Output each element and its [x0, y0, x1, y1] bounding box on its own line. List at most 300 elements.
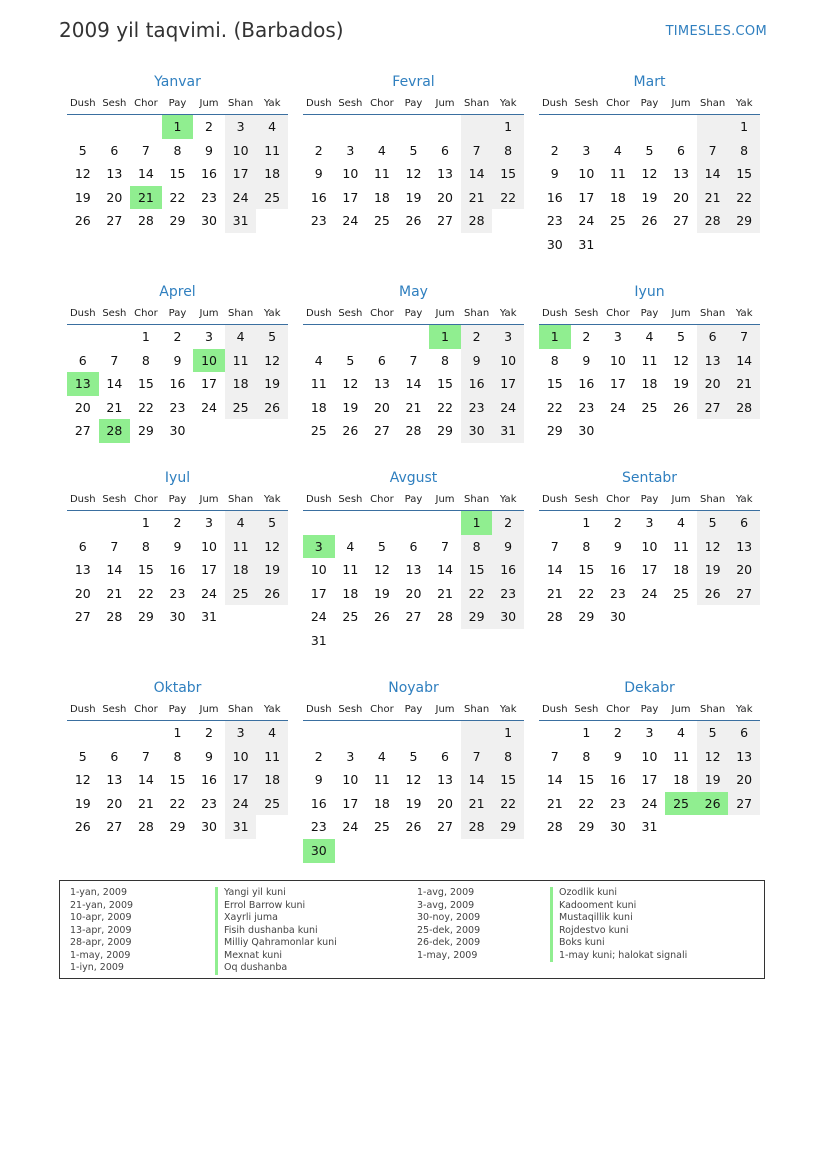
day-cell: 25: [673, 585, 689, 601]
day-cell: 4: [645, 329, 654, 344]
day-cell: 31: [225, 209, 257, 233]
day-cell: 9: [461, 349, 493, 373]
day-cell: 3: [492, 325, 524, 349]
day-cell: 29: [728, 209, 760, 233]
week-row: [67, 186, 288, 210]
day-cell: 2: [205, 725, 213, 740]
legend-holiday-name: Yangi yil kuni: [215, 887, 337, 900]
day-cell: 10: [201, 538, 217, 554]
day-cell: 25: [256, 186, 288, 210]
day-cell: 10: [310, 562, 327, 578]
legend-date: 1-yan, 2009: [70, 887, 127, 898]
day-cell: 16: [609, 772, 626, 788]
weekday-label: Chor: [606, 493, 630, 505]
weekday-label: Jum: [671, 307, 691, 319]
empty-cell: [461, 629, 493, 653]
day-cell: 19: [74, 795, 91, 811]
week-row: [539, 139, 760, 163]
week-row: [67, 511, 288, 535]
day-cell: 8: [173, 142, 182, 158]
day-cell: 27: [728, 582, 760, 606]
day-cell: 5: [78, 748, 87, 764]
day-cell: 12: [256, 349, 288, 373]
month-name: Noyabr: [388, 680, 439, 696]
day-cell: 21: [461, 186, 493, 210]
month-name: Yanvar: [154, 74, 201, 90]
weekday-header: [67, 488, 288, 511]
day-cell: 28: [546, 819, 563, 835]
legend-date: 1-iyn, 2009: [70, 962, 124, 973]
day-cell: 6: [78, 538, 87, 554]
day-cell: 1: [141, 329, 150, 344]
empty-cell: [366, 721, 398, 745]
empty-cell: [398, 325, 430, 349]
month-days: [539, 115, 760, 257]
day-cell: 19: [256, 372, 288, 396]
day-cell: 19: [673, 376, 689, 392]
holiday-day-cell: 1: [461, 511, 493, 535]
week-row: [67, 139, 288, 163]
day-cell: 2: [613, 725, 622, 740]
weekday-label: Dush: [305, 703, 332, 715]
day-cell: 31: [578, 236, 595, 252]
empty-cell: [398, 511, 430, 535]
week-row: [539, 768, 760, 792]
day-cell: 4: [677, 515, 685, 530]
empty-cell: [429, 115, 461, 139]
empty-cell: [728, 233, 760, 257]
day-cell: 25: [373, 819, 390, 835]
legend-holiday-name: Fisih dushanba kuni: [215, 925, 337, 938]
weekday-label: Sesh: [102, 703, 127, 715]
empty-cell: [366, 115, 398, 139]
day-cell: 16: [578, 376, 595, 392]
day-cell: 13: [728, 745, 760, 769]
weekday-label: Chor: [606, 97, 630, 109]
week-row: [539, 721, 760, 745]
weekday-label: Jum: [435, 97, 455, 109]
day-cell: 9: [582, 352, 591, 368]
day-cell: 5: [256, 325, 288, 349]
day-cell: 12: [256, 535, 288, 559]
day-cell: 27: [405, 609, 422, 625]
day-cell: 27: [437, 213, 453, 229]
day-cell: 27: [74, 609, 91, 625]
week-row: [539, 745, 760, 769]
weekday-label: Chor: [370, 97, 394, 109]
weekday-header: [67, 302, 288, 325]
brand-link[interactable]: TIMESLES.COM: [665, 24, 767, 39]
weekday-label: Pay: [168, 703, 187, 715]
empty-cell: [634, 605, 666, 629]
day-cell: 12: [641, 166, 658, 182]
day-cell: 26: [405, 819, 422, 835]
day-cell: 24: [225, 186, 257, 210]
day-cell: 4: [314, 352, 323, 368]
day-cell: 9: [314, 166, 323, 182]
weekday-label: Pay: [168, 493, 187, 505]
day-cell: 17: [201, 376, 217, 392]
day-cell: 24: [310, 609, 327, 625]
day-cell: 23: [492, 582, 524, 606]
legend-holiday-name: Milliy Qahramonlar kuni: [215, 937, 337, 950]
weekday-label: Jum: [199, 97, 219, 109]
day-cell: 4: [225, 511, 257, 535]
day-cell: 23: [201, 189, 217, 205]
day-cell: 6: [441, 142, 449, 158]
month-noyabr: [303, 678, 524, 863]
day-cell: 23: [578, 399, 595, 415]
weekday-label: Jum: [671, 703, 691, 715]
weekday-header: [303, 302, 524, 325]
day-cell: 21: [461, 792, 493, 816]
weekday-label: Dush: [305, 97, 332, 109]
month-days: [303, 115, 524, 233]
day-cell: 4: [677, 725, 685, 740]
day-cell: 13: [106, 772, 123, 788]
day-cell: 13: [437, 772, 453, 788]
week-row: [303, 815, 524, 839]
day-cell: 11: [342, 562, 359, 578]
day-cell: 30: [609, 819, 626, 835]
day-cell: 8: [492, 745, 524, 769]
day-cell: 28: [137, 819, 154, 835]
day-cell: 22: [578, 585, 595, 601]
day-cell: 29: [169, 819, 186, 835]
weekday-label: Yak: [263, 703, 281, 715]
day-cell: 3: [346, 748, 355, 764]
day-cell: 1: [141, 515, 150, 530]
day-cell: 25: [310, 423, 327, 439]
day-cell: 22: [461, 582, 493, 606]
week-row: [303, 582, 524, 606]
month-fevral: [303, 72, 524, 233]
day-cell: 8: [461, 535, 493, 559]
day-cell: 4: [377, 142, 386, 158]
day-cell: 12: [673, 352, 689, 368]
holiday-day-cell: 28: [99, 419, 131, 443]
week-row: [303, 325, 524, 349]
legend-date: 13-apr, 2009: [70, 924, 132, 936]
day-cell: 14: [137, 166, 154, 182]
weekday-label: Yak: [735, 703, 753, 715]
weekday-label: Yak: [499, 703, 517, 715]
day-cell: 13: [728, 535, 760, 559]
weekday-header: [303, 488, 524, 511]
holiday-day-cell: 30: [303, 839, 335, 863]
weekday-label: Jum: [671, 493, 691, 505]
week-row: [67, 419, 288, 443]
day-cell: 15: [437, 376, 453, 392]
day-cell: 1: [173, 725, 182, 740]
empty-cell: [366, 511, 398, 535]
empty-cell: [634, 233, 666, 257]
day-cell: 14: [546, 562, 563, 578]
week-row: [539, 792, 760, 816]
week-row: [303, 792, 524, 816]
weekday-label: Sesh: [338, 307, 363, 319]
holiday-day-cell: 1: [162, 115, 194, 139]
day-cell: 20: [74, 585, 91, 601]
day-cell: 22: [546, 399, 563, 415]
day-cell: 16: [169, 376, 186, 392]
weekday-label: Pay: [404, 703, 423, 715]
weekday-label: Dush: [69, 307, 96, 319]
week-row: [303, 605, 524, 629]
weekday-label: Shan: [464, 97, 490, 109]
day-cell: 19: [342, 399, 359, 415]
day-cell: 15: [728, 162, 760, 186]
day-cell: 30: [169, 609, 186, 625]
day-cell: 11: [373, 166, 390, 182]
month-name: Dekabr: [624, 680, 675, 696]
day-cell: 6: [409, 538, 418, 554]
day-cell: 12: [405, 166, 422, 182]
month-name: Mart: [633, 74, 666, 90]
day-cell: 26: [641, 213, 658, 229]
week-row: [67, 115, 288, 139]
weekday-label: Dush: [69, 703, 96, 715]
empty-cell: [99, 511, 131, 535]
day-cell: 30: [609, 609, 626, 625]
day-cell: 9: [173, 538, 182, 554]
weekday-label: Chor: [606, 703, 630, 715]
weekday-label: Pay: [168, 97, 187, 109]
day-cell: 28: [697, 209, 729, 233]
month-sentabr: [539, 468, 760, 629]
day-cell: 20: [405, 585, 422, 601]
weekday-label: Shan: [464, 703, 490, 715]
day-cell: 18: [609, 189, 626, 205]
day-cell: 14: [137, 772, 154, 788]
holiday-day-cell: 25: [665, 792, 697, 816]
week-row: [303, 372, 524, 396]
day-cell: 3: [645, 515, 654, 530]
day-cell: 20: [673, 189, 689, 205]
day-cell: 6: [441, 748, 449, 764]
legend-holiday-name: Errol Barrow kuni: [215, 900, 337, 913]
day-cell: 24: [225, 792, 257, 816]
day-cell: 14: [405, 376, 422, 392]
month-yanvar: [67, 72, 288, 233]
day-cell: 1: [582, 515, 591, 530]
day-cell: 26: [373, 609, 390, 625]
legend-holiday-name: Rojdestvo kuni: [550, 925, 687, 938]
empty-cell: [602, 419, 634, 443]
empty-cell: [256, 419, 288, 443]
day-cell: 13: [673, 166, 689, 182]
day-cell: 29: [546, 423, 563, 439]
month-aprel: [67, 282, 288, 443]
day-cell: 24: [609, 399, 626, 415]
weekday-label: Jum: [199, 493, 219, 505]
day-cell: 19: [697, 558, 729, 582]
day-cell: 3: [645, 725, 654, 740]
weekday-label: Dush: [541, 307, 568, 319]
day-cell: 14: [106, 376, 123, 392]
day-cell: 4: [256, 115, 288, 139]
day-cell: 26: [342, 423, 359, 439]
day-cell: 3: [205, 515, 213, 530]
day-cell: 19: [256, 558, 288, 582]
month-days: [303, 511, 524, 653]
week-row: [303, 839, 524, 863]
weekday-label: Chor: [370, 493, 394, 505]
day-cell: 8: [141, 538, 150, 554]
weekday-label: Chor: [134, 307, 158, 319]
empty-cell: [256, 605, 288, 629]
day-cell: 12: [74, 166, 91, 182]
weekday-label: Pay: [640, 97, 659, 109]
day-cell: 4: [346, 538, 355, 554]
day-cell: 15: [137, 562, 154, 578]
day-cell: 16: [201, 772, 217, 788]
weekday-label: Sesh: [574, 97, 599, 109]
week-row: [539, 115, 760, 139]
weekday-label: Chor: [134, 493, 158, 505]
weekday-label: Sesh: [102, 307, 127, 319]
day-cell: 8: [582, 538, 591, 554]
day-cell: 30: [546, 236, 563, 252]
day-cell: 18: [373, 795, 390, 811]
month-name: Iyun: [634, 284, 665, 300]
day-cell: 5: [409, 142, 418, 158]
weekday-label: Chor: [370, 307, 394, 319]
day-cell: 27: [106, 819, 123, 835]
day-cell: 21: [106, 399, 123, 415]
day-cell: 14: [461, 162, 493, 186]
day-cell: 25: [609, 213, 626, 229]
weekday-label: Jum: [671, 97, 691, 109]
month-days: [303, 325, 524, 443]
day-cell: 22: [728, 186, 760, 210]
legend-date: 3-avg, 2009: [417, 899, 475, 911]
day-cell: 10: [225, 745, 257, 769]
legend-holiday-name: Mustaqillik kuni: [550, 912, 687, 925]
day-cell: 3: [582, 142, 591, 158]
day-cell: 8: [441, 352, 449, 368]
weekday-label: Shan: [464, 493, 490, 505]
empty-cell: [99, 721, 131, 745]
day-cell: 19: [373, 585, 390, 601]
day-cell: 27: [728, 792, 760, 816]
week-row: [303, 139, 524, 163]
empty-cell: [67, 115, 99, 139]
day-cell: 28: [106, 609, 123, 625]
weekday-label: Yak: [263, 97, 281, 109]
week-row: [67, 372, 288, 396]
empty-cell: [99, 325, 131, 349]
empty-cell: [398, 629, 430, 653]
day-cell: 17: [609, 376, 626, 392]
day-cell: 14: [728, 349, 760, 373]
legend-holiday-name: Ozodlik kuni: [550, 887, 687, 900]
day-cell: 24: [342, 213, 359, 229]
day-cell: 1: [582, 725, 591, 740]
weekday-header: [539, 488, 760, 511]
month-oktabr: [67, 678, 288, 839]
weekday-label: Shan: [228, 307, 254, 319]
day-cell: 23: [310, 819, 327, 835]
weekday-label: Sesh: [338, 97, 363, 109]
day-cell: 3: [613, 329, 622, 344]
day-cell: 16: [310, 795, 327, 811]
empty-cell: [256, 209, 288, 233]
day-cell: 26: [74, 819, 91, 835]
day-cell: 23: [609, 585, 626, 601]
day-cell: 7: [441, 538, 449, 554]
month-name: Iyul: [164, 470, 191, 486]
day-cell: 18: [373, 189, 390, 205]
empty-cell: [366, 839, 398, 863]
weekday-header: [67, 698, 288, 721]
day-cell: 14: [437, 562, 453, 578]
day-cell: 24: [641, 795, 658, 811]
weekday-header: [303, 698, 524, 721]
week-row: [303, 162, 524, 186]
day-cell: 26: [673, 399, 689, 415]
empty-cell: [256, 815, 288, 839]
day-cell: 30: [461, 419, 493, 443]
empty-cell: [602, 115, 634, 139]
empty-cell: [634, 115, 666, 139]
week-row: [67, 582, 288, 606]
week-row: [67, 325, 288, 349]
month-days: [539, 325, 760, 443]
day-cell: 15: [492, 162, 524, 186]
empty-cell: [366, 629, 398, 653]
day-cell: 15: [578, 772, 595, 788]
day-cell: 14: [461, 768, 493, 792]
day-cell: 31: [492, 419, 524, 443]
legend-date: 1-avg, 2009: [417, 887, 475, 898]
day-cell: 21: [697, 186, 729, 210]
weekday-label: Dush: [69, 493, 96, 505]
day-cell: 18: [225, 372, 257, 396]
day-cell: 20: [728, 558, 760, 582]
day-cell: 7: [550, 538, 559, 554]
empty-cell: [398, 839, 430, 863]
week-row: [67, 745, 288, 769]
month-iyun: [539, 282, 760, 443]
day-cell: 26: [256, 582, 288, 606]
day-cell: 10: [641, 748, 658, 764]
day-cell: 8: [141, 352, 150, 368]
month-name: May: [399, 284, 428, 300]
weekday-label: Yak: [499, 493, 517, 505]
day-cell: 11: [673, 538, 689, 554]
day-cell: 18: [310, 399, 327, 415]
weekday-label: Jum: [435, 307, 455, 319]
week-row: [539, 162, 760, 186]
week-row: [67, 768, 288, 792]
day-cell: 15: [578, 562, 595, 578]
day-cell: 23: [169, 399, 186, 415]
empty-cell: [571, 115, 603, 139]
day-cell: 2: [582, 329, 591, 344]
weekday-label: Shan: [228, 493, 254, 505]
weekday-label: Sesh: [574, 703, 599, 715]
week-row: [539, 372, 760, 396]
day-cell: 3: [346, 142, 355, 158]
day-cell: 22: [169, 795, 186, 811]
day-cell: 23: [609, 795, 626, 811]
month-days: [67, 325, 288, 443]
day-cell: 11: [641, 352, 658, 368]
day-cell: 9: [314, 772, 323, 788]
day-cell: 21: [437, 585, 453, 601]
day-cell: 8: [492, 139, 524, 163]
